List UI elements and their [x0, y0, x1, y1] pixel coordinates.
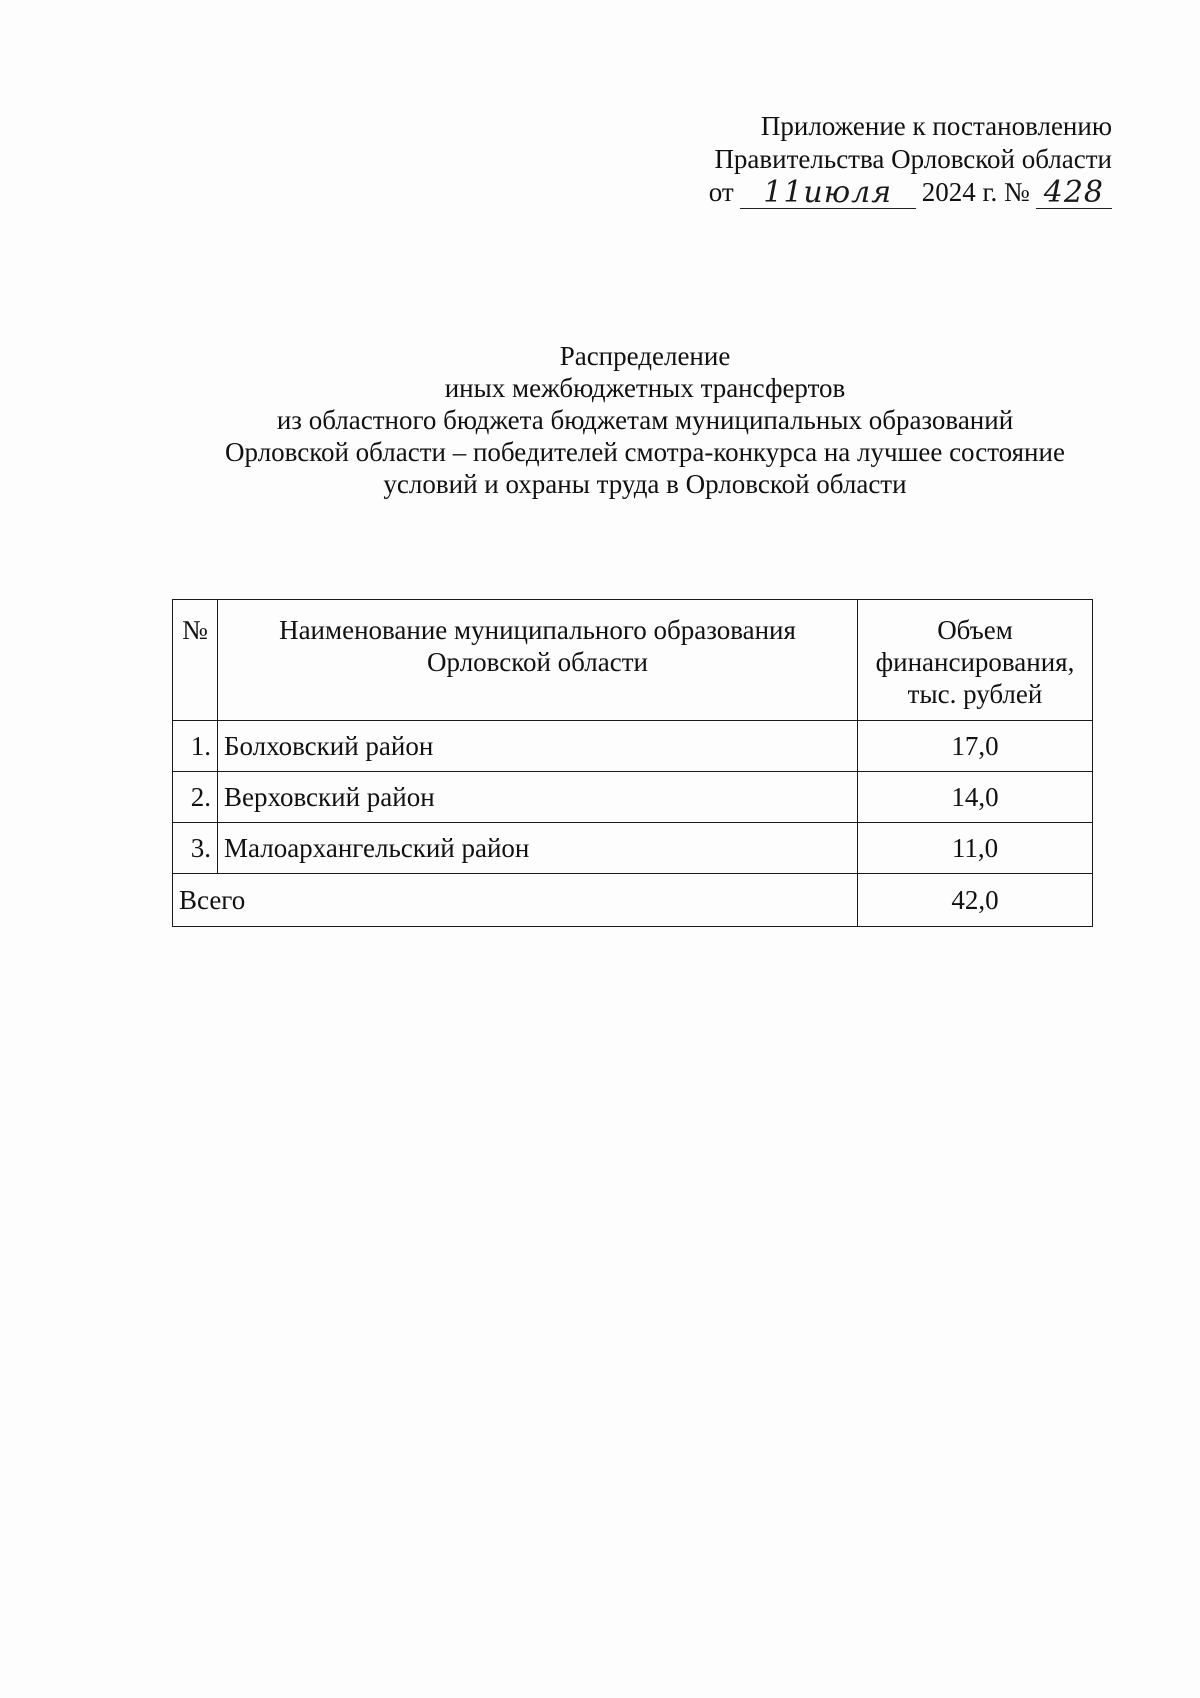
title-line-3: из областного бюджета бюджетам муниципальных образований [276, 405, 1014, 435]
appendix-line-1: Приложение к постановлению [760, 111, 1112, 141]
distribution-table [172, 599, 1093, 927]
row-name: Болховский район [218, 721, 858, 772]
row-volume: 17,0 [858, 721, 1093, 772]
header-volume-line-3: тыс. рублей [907, 679, 1043, 709]
row-num: 2. [173, 772, 218, 823]
table-row [173, 721, 1093, 772]
appendix-from-prefix: от [708, 177, 734, 207]
row-volume: 11,0 [858, 823, 1093, 874]
distribution-table-wrap [172, 599, 1093, 927]
appendix-line-2: Правительства Орловской области [714, 144, 1112, 174]
document-title [150, 340, 1140, 500]
header-name [218, 600, 858, 721]
appendix-note [592, 110, 1112, 209]
title-line-2: иных межбюджетных трансфертов [444, 373, 846, 403]
table-row [173, 772, 1093, 823]
total-volume: 42,0 [858, 874, 1093, 927]
handwritten-number: 428 [1036, 178, 1112, 209]
handwritten-date: 11июля [740, 178, 916, 209]
table-total-row [173, 874, 1093, 927]
header-name-line-1: Наименование муниципального образования [279, 615, 796, 645]
appendix-date-line [592, 176, 1112, 209]
header-volume [858, 600, 1093, 721]
header-num: № [173, 600, 218, 721]
header-volume-line-2: финансирования, [875, 647, 1075, 677]
title-line-4: Орловской области – победителей смотра-конкурса на лучшее состояние [225, 437, 1065, 467]
row-num: 3. [173, 823, 218, 874]
title-line-5: условий и охраны труда в Орловской области [383, 469, 907, 499]
table-header-row [173, 600, 1093, 721]
appendix-year-text: 2024 г. № [921, 177, 1030, 207]
title-line-1: Распределение [559, 341, 731, 371]
row-num: 1. [173, 721, 218, 772]
table-row [173, 823, 1093, 874]
row-name: Малоархангельский район [218, 823, 858, 874]
total-label: Всего [173, 874, 858, 927]
header-name-line-2: Орловской области [427, 647, 648, 677]
header-volume-line-1: Объем [937, 615, 1013, 645]
row-name: Верховский район [218, 772, 858, 823]
row-volume: 14,0 [858, 772, 1093, 823]
